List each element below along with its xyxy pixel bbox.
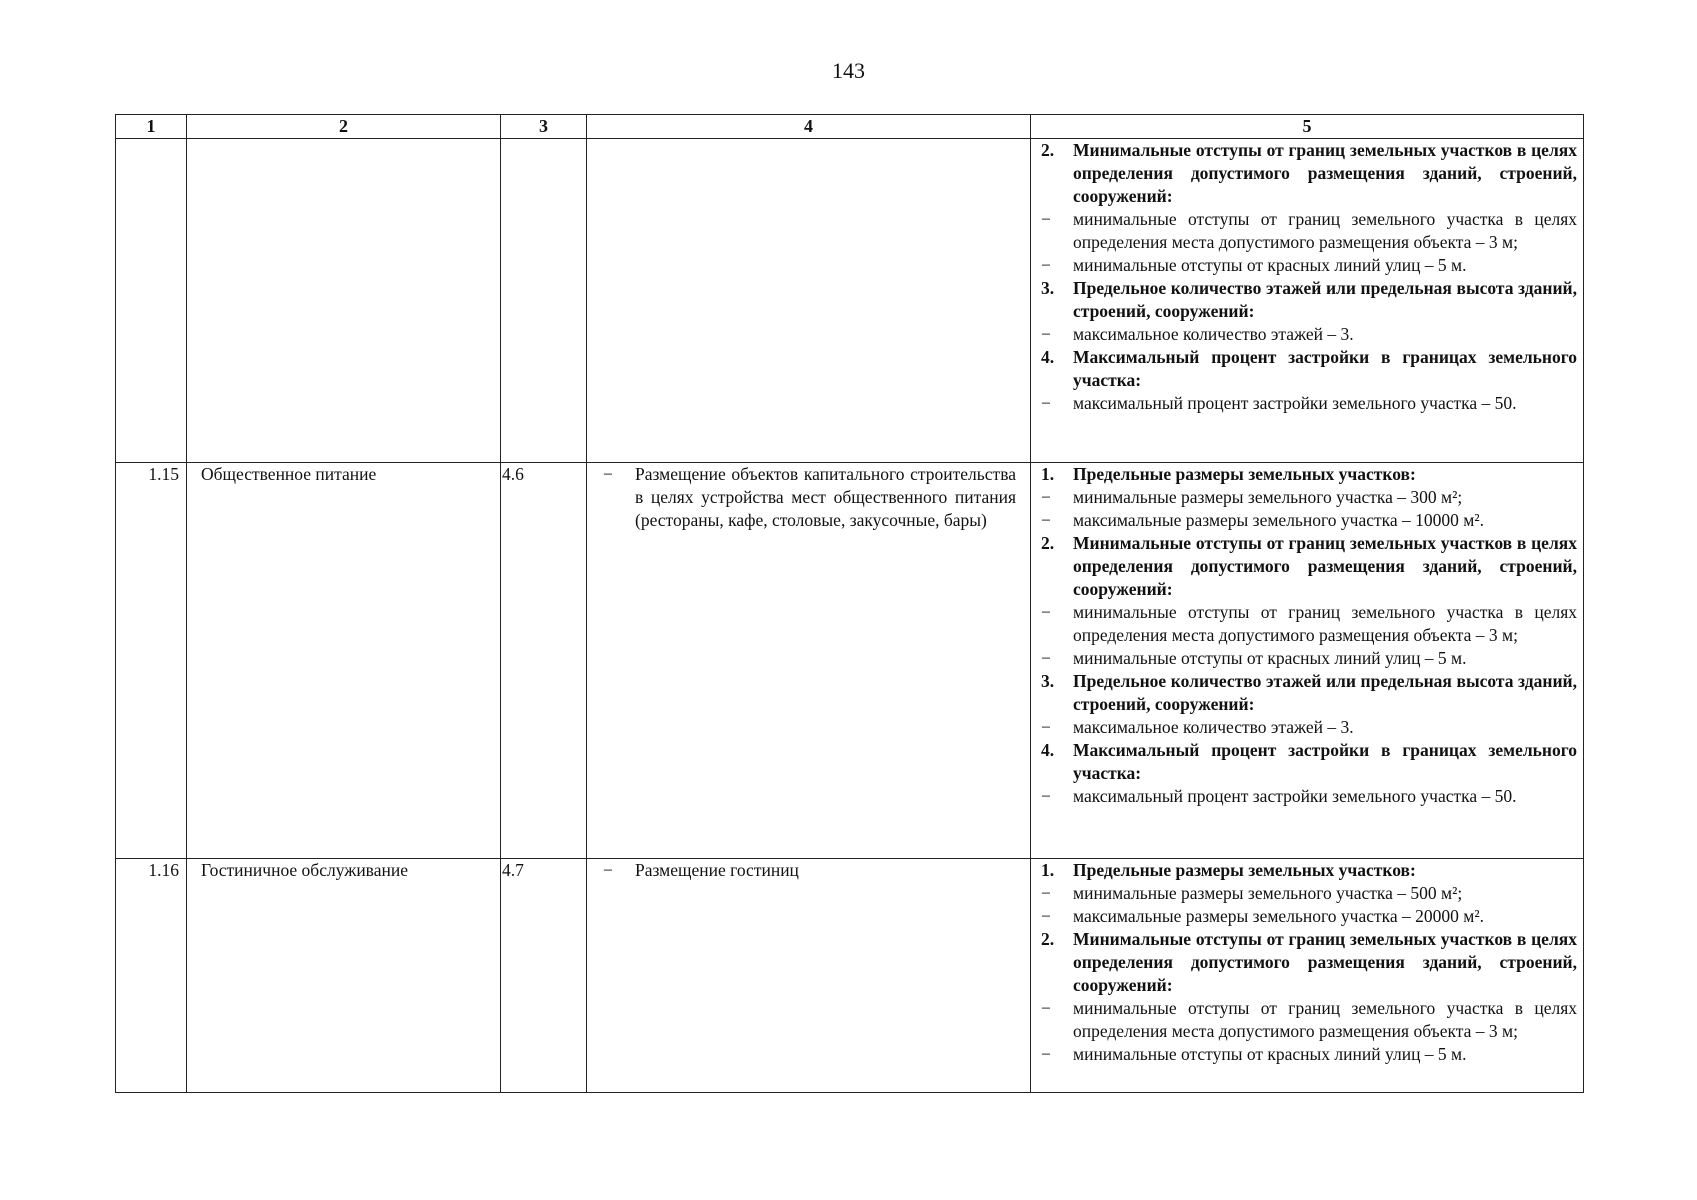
parameter-text: минимальные отступы от границ земельного участка в целях определения места допустимого размещения объекта – 3 м;	[1073, 209, 1577, 252]
row-number: 1.15	[116, 463, 187, 859]
parameter-text: Предельные размеры земельных участков:	[1073, 860, 1416, 880]
use-code: 4.6	[501, 463, 587, 859]
parameter-text: минимальные отступы от красных линий улиц – 5 м.	[1073, 648, 1467, 668]
parameter-heading	[1041, 739, 1577, 785]
number-marker: 2.	[1041, 140, 1055, 160]
dash-marker: −	[1041, 255, 1051, 275]
use-name: Гостиничное обслуживание	[187, 859, 501, 1093]
parameter-text: Предельное количество этажей или предельная высота зданий, строений, сооружений:	[1073, 671, 1577, 714]
parameter-text: максимальный процент застройки земельного участка – 50.	[1073, 786, 1517, 806]
column-header: 2	[187, 115, 501, 139]
parameter-text: минимальные отступы от красных линий улиц – 5 м.	[1073, 255, 1467, 275]
use-name	[187, 139, 501, 463]
parameters	[1031, 139, 1584, 463]
description-text: Размещение гостиниц	[635, 860, 799, 880]
parameter-item	[1041, 392, 1577, 415]
number-marker: 3.	[1041, 278, 1055, 298]
dash-marker: −	[1041, 906, 1051, 926]
parameter-item	[1041, 905, 1577, 928]
parameter-text: максимальные размеры земельного участка – 20000 м².	[1073, 906, 1484, 926]
zoning-table	[115, 114, 1584, 1093]
dash-marker: −	[603, 860, 613, 880]
parameter-item	[1041, 785, 1577, 808]
parameter-text: Минимальные отступы от границ земельных участков в целях определения допустимого размещения зданий, строений, сооружений:	[1073, 929, 1577, 995]
use-description	[587, 463, 1031, 859]
table-row	[116, 139, 1584, 463]
parameter-text: Минимальные отступы от границ земельных участков в целях определения допустимого размещения зданий, строений, сооружений:	[1073, 140, 1577, 206]
parameter-heading	[1041, 139, 1577, 208]
column-header: 3	[501, 115, 587, 139]
table-header-row	[116, 115, 1584, 139]
parameter-text: максимальное количество этажей – 3.	[1073, 324, 1354, 344]
parameter-text: Максимальный процент застройки в границах земельного участка:	[1073, 740, 1577, 783]
dash-marker: −	[1041, 998, 1051, 1018]
column-header: 1	[116, 115, 187, 139]
page-number: 143	[832, 58, 865, 83]
parameter-item	[1041, 509, 1577, 532]
parameter-item	[1041, 647, 1577, 670]
dash-marker: −	[1041, 648, 1051, 668]
parameter-text: минимальные отступы от границ земельного участка в целях определения места допустимого размещения объекта – 3 м;	[1073, 998, 1577, 1041]
parameter-item	[1041, 254, 1577, 277]
parameter-item	[1041, 1043, 1577, 1066]
dash-marker: −	[1041, 487, 1051, 507]
number-marker: 2.	[1041, 533, 1055, 553]
parameter-text: Минимальные отступы от границ земельных участков в целях определения допустимого размещения зданий, строений, сооружений:	[1073, 533, 1577, 599]
parameter-text: максимальные размеры земельного участка – 10000 м².	[1073, 510, 1484, 530]
number-marker: 1.	[1041, 464, 1055, 484]
parameter-item	[1041, 997, 1577, 1043]
dash-marker: −	[1041, 883, 1051, 903]
parameter-heading	[1041, 463, 1577, 486]
use-name: Общественное питание	[187, 463, 501, 859]
table-row	[116, 463, 1584, 859]
parameter-item	[1041, 323, 1577, 346]
parameter-text: минимальные размеры земельного участка – 500 м²;	[1073, 883, 1463, 903]
row-number	[116, 139, 187, 463]
parameter-text: Предельные размеры земельных участков:	[1073, 464, 1416, 484]
description-text: Размещение объектов капитального строительства в целях устройства мест общественного питания (рестораны, кафе, столовые, закусочные, бары)	[635, 464, 1016, 530]
parameter-text: максимальное количество этажей – 3.	[1073, 717, 1354, 737]
parameter-text: минимальные отступы от красных линий улиц – 5 м.	[1073, 1044, 1467, 1064]
dash-marker: −	[1041, 209, 1051, 229]
description-item	[603, 463, 1016, 532]
use-description	[587, 859, 1031, 1093]
column-header: 4	[587, 115, 1031, 139]
parameter-item	[1041, 208, 1577, 254]
parameter-text: максимальный процент застройки земельного участка – 50.	[1073, 393, 1517, 413]
table-row	[116, 859, 1584, 1093]
parameters	[1031, 859, 1584, 1093]
dash-marker: −	[1041, 510, 1051, 530]
parameter-text: минимальные размеры земельного участка – 300 м²;	[1073, 487, 1463, 507]
parameter-heading	[1041, 346, 1577, 392]
parameter-heading	[1041, 277, 1577, 323]
description-item	[603, 859, 1016, 882]
dash-marker: −	[1041, 717, 1051, 737]
number-marker: 2.	[1041, 929, 1055, 949]
row-number: 1.16	[116, 859, 187, 1093]
number-marker: 4.	[1041, 347, 1055, 367]
dash-marker: −	[1041, 393, 1051, 413]
dash-marker: −	[1041, 324, 1051, 344]
parameter-item	[1041, 486, 1577, 509]
column-header: 5	[1031, 115, 1584, 139]
dash-marker: −	[1041, 786, 1051, 806]
parameter-heading	[1041, 859, 1577, 882]
use-description	[587, 139, 1031, 463]
parameter-heading	[1041, 532, 1577, 601]
use-code	[501, 139, 587, 463]
number-marker: 3.	[1041, 671, 1055, 691]
number-marker: 1.	[1041, 860, 1055, 880]
parameter-text: минимальные отступы от границ земельного участка в целях определения места допустимого размещения объекта – 3 м;	[1073, 602, 1577, 645]
parameters	[1031, 463, 1584, 859]
parameter-heading	[1041, 928, 1577, 997]
parameter-text: Предельное количество этажей или предельная высота зданий, строений, сооружений:	[1073, 278, 1577, 321]
dash-marker: −	[1041, 602, 1051, 622]
parameter-item	[1041, 882, 1577, 905]
dash-marker: −	[603, 464, 613, 484]
parameter-text: Максимальный процент застройки в границах земельного участка:	[1073, 347, 1577, 390]
dash-marker: −	[1041, 1044, 1051, 1064]
parameter-item	[1041, 716, 1577, 739]
use-code: 4.7	[501, 859, 587, 1093]
parameter-heading	[1041, 670, 1577, 716]
number-marker: 4.	[1041, 740, 1055, 760]
parameter-item	[1041, 601, 1577, 647]
